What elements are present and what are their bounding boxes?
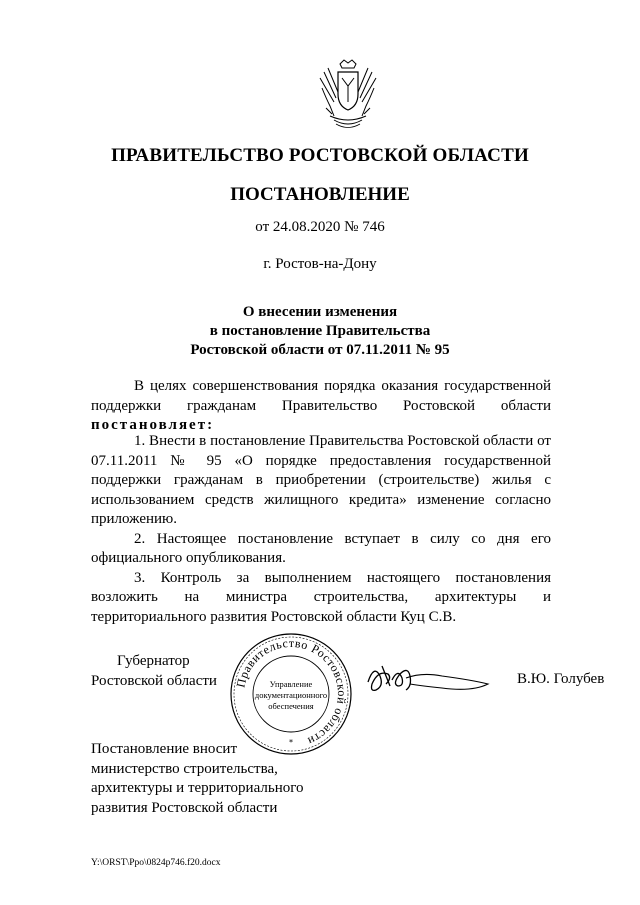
subject-line: в постановление Правительства [209, 323, 431, 339]
file-path: Y:\ORST\Ppo\0824p746.f20.docx [91, 858, 221, 868]
decree-word: постановляет: [91, 417, 215, 433]
stamp-center-line: обеспечения [268, 701, 314, 711]
submitted-line: развития Ростовской области [91, 799, 278, 816]
subject-line: Ростовской области от 07.11.2011 № 95 [190, 342, 450, 358]
preamble [91, 377, 551, 436]
government-title: ПРАВИТЕЛЬСТВО РОСТОВСКОЙ ОБЛАСТИ [111, 145, 529, 166]
stamp-ring-text: Правительство Ростовской области [233, 635, 350, 749]
preamble-text: В целях совершенствования порядка оказания государственной поддержки гражданам Правительство Ростовской области [91, 378, 551, 414]
decree-item: 2. Настоящее постановление вступает в силу со дня его официального опубликования. [91, 530, 551, 566]
handwritten-signature [362, 656, 492, 700]
stamp-center-line: документационного [254, 690, 328, 700]
submitted-line: министерство строительства, [91, 760, 278, 777]
decree-item: 1. Внести в постановление Правительства Ростовской области от 07.11.2011 № 95 «О порядке предоставления государственной поддержки гражданам в приобретении (строительстве) жилья с использованием средств жилищного кредита» изменение согласно приложению. [91, 433, 551, 527]
signatory-title-line: Губернатор [117, 653, 190, 669]
stamp-center-line: Управление [269, 679, 313, 689]
submitted-by [91, 740, 304, 818]
signatory-name: В.Ю. Голубев [517, 671, 605, 687]
official-stamp [229, 632, 353, 756]
coat-of-arms-icon [316, 58, 380, 132]
submitted-line: Постановление вносит [91, 741, 238, 757]
decree-item: 3. Контроль за выполнением настоящего постановления возложить на министра строительства, архитектуры и территориального развития Ростовской области Куц С.В. [91, 569, 551, 625]
subject-heading [0, 303, 640, 360]
decree-items [91, 432, 551, 627]
city: г. Ростов-на-Дону [263, 256, 377, 272]
signatory-title-line: Ростовской области [91, 672, 217, 689]
document-type: ПОСТАНОВЛЕНИЕ [230, 184, 410, 205]
date-number: от 24.08.2020 № 746 [255, 219, 385, 235]
signatory-title [91, 652, 217, 691]
preamble-paragraph [91, 377, 551, 436]
svg-text:*: * [289, 738, 293, 747]
subject-line: О внесении изменения [242, 304, 398, 320]
submitted-line: архитектуры и территориального [91, 780, 304, 796]
